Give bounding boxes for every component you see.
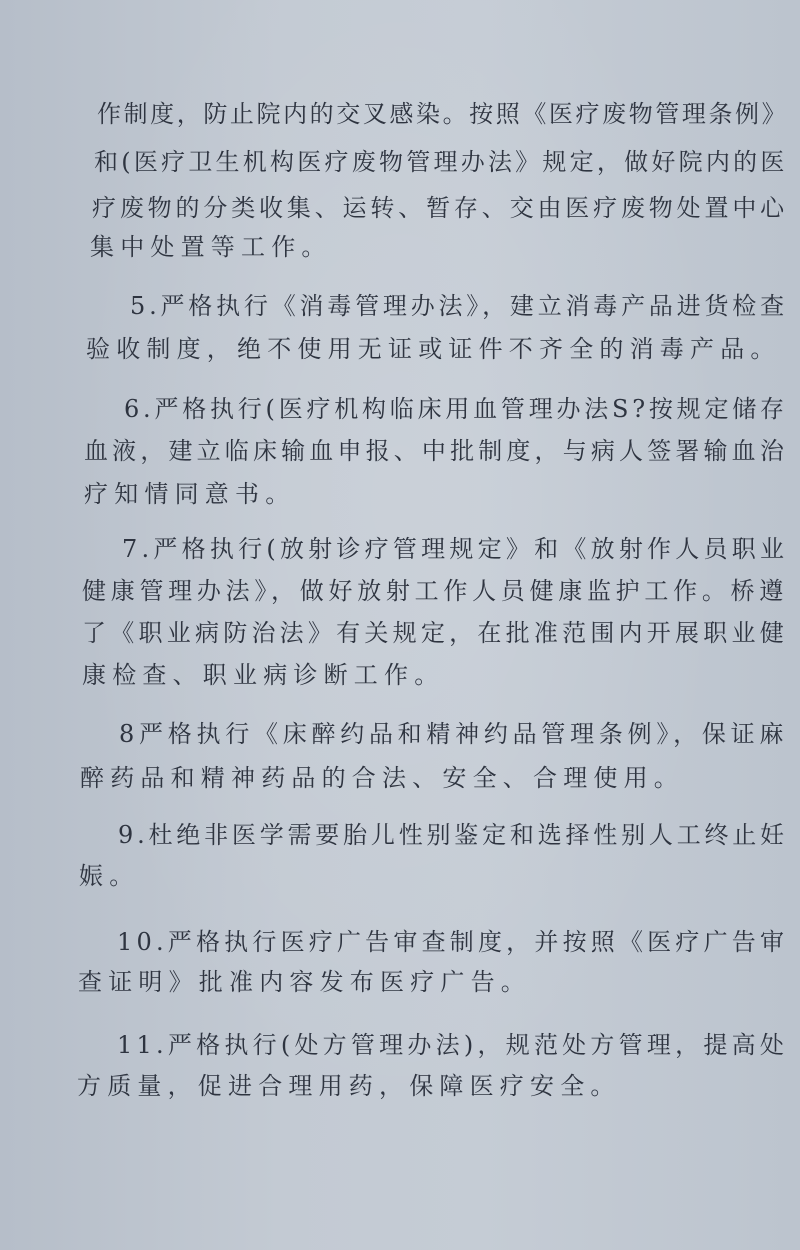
item-11-line-1: 11.严格执行(处方管理办法)，规范处方管理，提高处 (117, 1031, 789, 1059)
item-7-line-1: 7.严格执行(放射诊疗管理规定》和《放射作人员职业 (122, 535, 789, 563)
item-9-line-1: 9.杜绝非医学需要胎儿性别鉴定和选择性别人工终止妊 (118, 821, 788, 849)
item-8-line-2: 醉药品和精神药品的合法、安全、合理使用。 (80, 764, 684, 792)
item-7-line-3: 了《职业病防治法》有关规定，在批准范围内开展职业健 (82, 619, 788, 647)
paragraph-prev-line-4: 集中处置等工作。 (90, 233, 332, 261)
item-6-line-1: 6.严格执行(医疗机构临床用血管理办法S?按规定储存 (124, 395, 788, 423)
item-7-line-2: 健康管理办法》，做好放射工作人员健康监护工作。桥遵 (82, 577, 788, 605)
item-6-line-2: 血液，建立临床输血申报、中批制度，与病人签署输血治 (84, 437, 788, 465)
item-6-line-3: 疗知情同意书。 (84, 480, 296, 508)
item-10-line-2: 查证明》批准内容发布医疗广告。 (78, 968, 531, 996)
item-10-line-1: 10.严格执行医疗广告审查制度，并按照《医疗广告审 (117, 928, 789, 956)
paragraph-prev-line-2: 和(医疗卫生机构医疗废物管理办法》规定，做好院内的医 (94, 148, 788, 176)
paragraph-prev-line-1: 作制度，防止院内的交叉感染。按照《医疗废物管理条例》 (97, 100, 789, 128)
item-9-line-2: 娠。 (79, 862, 140, 890)
item-8-line-1: 8严格执行《床醉约品和精神约品管理条例》，保证麻 (119, 720, 789, 748)
paragraph-prev-line-3: 疗废物的分类收集、运转、暂存、交由医疗废物处置中心 (92, 194, 788, 222)
item-5-line-2: 验收制度，绝不使用无证或证件不齐全的消毒产品。 (86, 335, 781, 363)
item-11-line-2: 方质量，促进合理用药，保障医疗安全。 (77, 1072, 621, 1100)
item-7-line-4: 康检查、职业病诊断工作。 (82, 661, 445, 689)
item-5-line-1: 5.严格执行《消毒管理办法》，建立消毒产品进货检查 (130, 292, 788, 320)
